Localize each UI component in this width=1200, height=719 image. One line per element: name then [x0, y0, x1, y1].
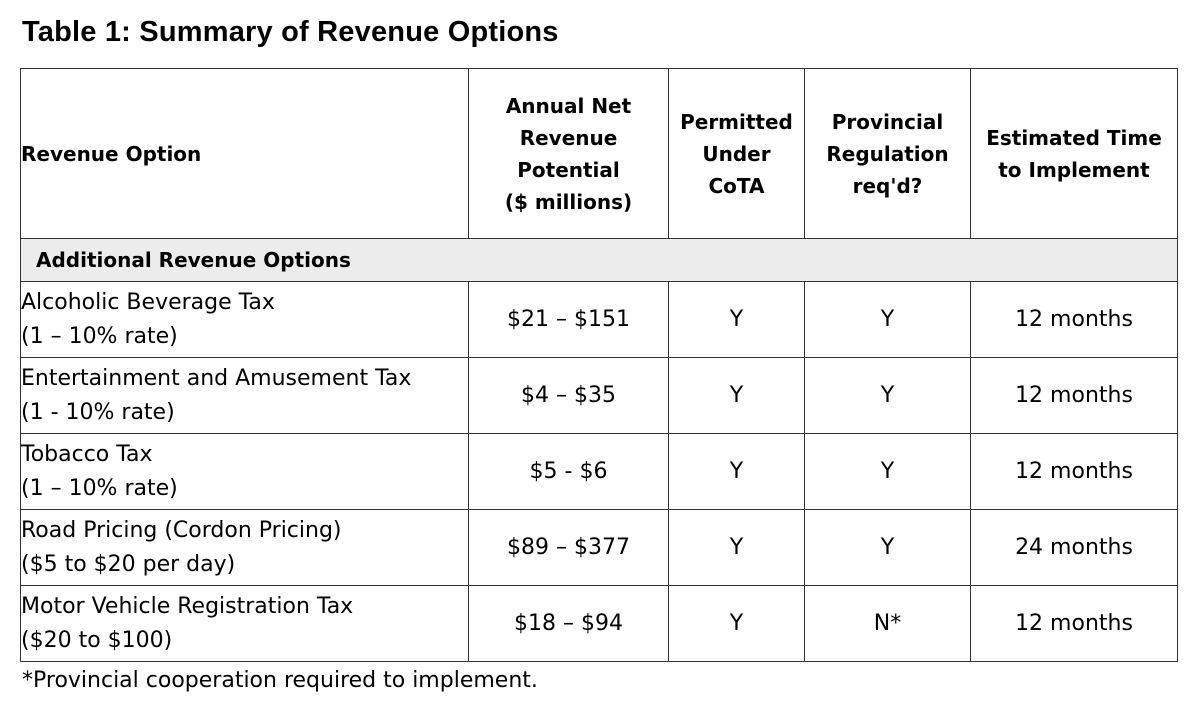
revenue-potential-cell: $5 - $6	[469, 434, 669, 510]
revenue-options-table	[20, 68, 1178, 662]
option-detail: ($20 to $100)	[21, 627, 173, 653]
time-cell: 12 months	[971, 434, 1178, 510]
permitted-cell: Y	[669, 586, 805, 662]
section-label: Additional Revenue Options	[21, 239, 1178, 282]
revenue-option-cell	[21, 358, 469, 434]
table-row	[21, 586, 1178, 662]
revenue-potential-cell: $21 – $151	[469, 282, 669, 358]
header-line: Revenue	[519, 125, 618, 150]
header-line: ($ millions)	[504, 189, 633, 214]
time-cell: 24 months	[971, 510, 1178, 586]
header-line: Permitted	[680, 109, 793, 134]
table-row	[21, 434, 1178, 510]
permitted-cell: Y	[669, 282, 805, 358]
option-name: Alcoholic Beverage Tax	[21, 289, 275, 315]
time-cell: 12 months	[971, 282, 1178, 358]
table-title: Table 1: Summary of Revenue Options	[22, 16, 559, 48]
header-line: Provincial	[831, 109, 944, 134]
header-line: Regulation	[826, 141, 949, 166]
option-name: Road Pricing (Cordon Pricing)	[21, 517, 342, 543]
header-row	[21, 69, 1178, 239]
header-permitted-under-cota	[669, 69, 805, 239]
permitted-cell: Y	[669, 510, 805, 586]
section-row	[21, 239, 1178, 282]
provincial-cell: N*	[805, 586, 971, 662]
revenue-option-cell	[21, 510, 469, 586]
time-cell: 12 months	[971, 358, 1178, 434]
revenue-option-cell	[21, 282, 469, 358]
option-detail: (1 - 10% rate)	[21, 399, 175, 425]
revenue-potential-cell: $18 – $94	[469, 586, 669, 662]
header-line: CoTA	[708, 173, 765, 198]
revenue-option-cell	[21, 434, 469, 510]
option-detail: (1 – 10% rate)	[21, 475, 178, 501]
revenue-option-cell	[21, 586, 469, 662]
header-line: req'd?	[852, 173, 923, 198]
header-provincial-regulation	[805, 69, 971, 239]
option-detail: (1 – 10% rate)	[21, 323, 178, 349]
header-revenue-option: Revenue Option	[21, 69, 469, 239]
revenue-potential-cell: $89 – $377	[469, 510, 669, 586]
header-line: Potential	[517, 157, 620, 182]
header-line: to Implement	[998, 157, 1150, 182]
table-row	[21, 358, 1178, 434]
table-row	[21, 282, 1178, 358]
time-cell: 12 months	[971, 586, 1178, 662]
option-name: Motor Vehicle Registration Tax	[21, 593, 354, 619]
revenue-potential-cell: $4 – $35	[469, 358, 669, 434]
option-name: Entertainment and Amusement Tax	[21, 365, 412, 391]
permitted-cell: Y	[669, 434, 805, 510]
provincial-cell: Y	[805, 282, 971, 358]
provincial-cell: Y	[805, 510, 971, 586]
option-detail: ($5 to $20 per day)	[21, 551, 236, 577]
header-line: Estimated Time	[986, 125, 1162, 150]
header-line: Under	[702, 141, 771, 166]
provincial-cell: Y	[805, 434, 971, 510]
header-line: Annual Net	[505, 93, 632, 118]
header-annual-net-revenue	[469, 69, 669, 239]
permitted-cell: Y	[669, 358, 805, 434]
option-name: Tobacco Tax	[21, 441, 153, 467]
table-row	[21, 510, 1178, 586]
header-estimated-time	[971, 69, 1178, 239]
provincial-cell: Y	[805, 358, 971, 434]
footnote: *Provincial cooperation required to implement.	[22, 668, 538, 693]
